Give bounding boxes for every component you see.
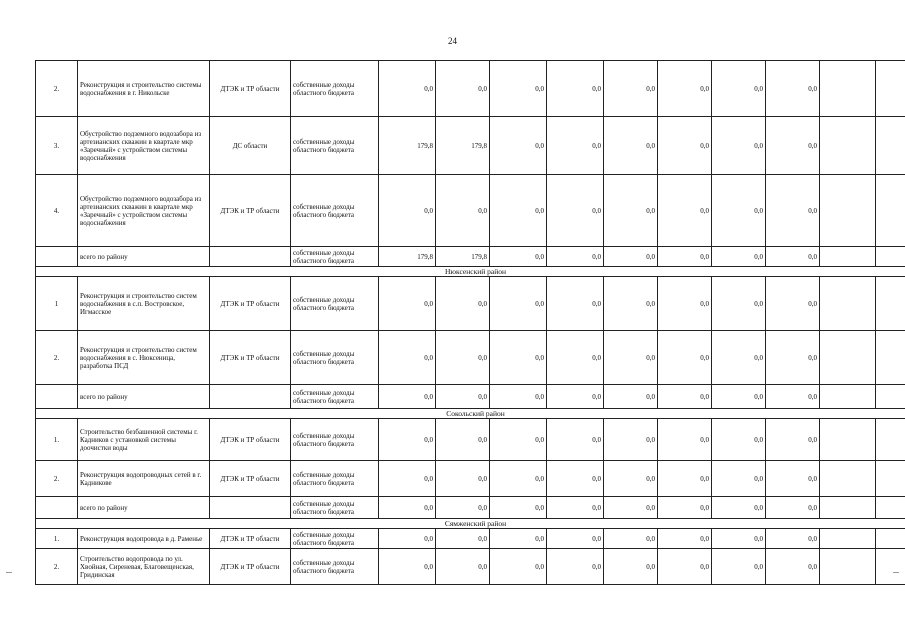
district-header-row xyxy=(36,519,905,529)
value-cell: 0,0 xyxy=(604,247,658,267)
row-number: 2. xyxy=(36,549,78,585)
empty-cell xyxy=(820,61,876,117)
funding-source: собственные доходы областного бюджета xyxy=(291,247,379,267)
measure-name: Строительство водопровода по ул. Хвойная, Сиреневая, Благовещенская, Гридинская xyxy=(78,549,210,585)
value-cell: 0,0 xyxy=(547,529,604,549)
value-cell: 0,0 xyxy=(658,117,712,175)
value-cell: 0,0 xyxy=(712,385,766,409)
empty-cell xyxy=(876,175,905,247)
value-cell: 0,0 xyxy=(490,497,547,519)
funding-source: собственные доходы областного бюджета xyxy=(291,419,379,461)
executor xyxy=(210,497,291,519)
executor: ДТЭК и ТР области xyxy=(210,61,291,117)
table-row xyxy=(36,549,905,585)
value-cell: 0,0 xyxy=(604,117,658,175)
row-number: 4. xyxy=(36,175,78,247)
value-cell: 0,0 xyxy=(490,61,547,117)
table-row xyxy=(36,175,905,247)
value-cell: 0,0 xyxy=(712,419,766,461)
funding-source: собственные доходы областного бюджета xyxy=(291,461,379,497)
table-row xyxy=(36,117,905,175)
row-number: 2. xyxy=(36,461,78,497)
value-cell: 0,0 xyxy=(490,385,547,409)
table-row xyxy=(36,529,905,549)
empty-cell xyxy=(820,419,876,461)
value-cell: 0,0 xyxy=(658,419,712,461)
value-cell: 0,0 xyxy=(547,331,604,385)
value-cell: 0,0 xyxy=(658,175,712,247)
empty-cell xyxy=(876,497,905,519)
value-cell: 0,0 xyxy=(547,461,604,497)
empty-cell xyxy=(820,385,876,409)
funding-source: собственные доходы областного бюджета xyxy=(291,175,379,247)
measure-name: Реконструкция и строительство систем водоснабжения в с.п. Востровское, Игмасское xyxy=(78,277,210,331)
value-cell: 0,0 xyxy=(658,461,712,497)
value-cell: 0,0 xyxy=(766,419,820,461)
value-cell: 0,0 xyxy=(379,385,436,409)
value-cell: 0,0 xyxy=(379,497,436,519)
executor: ДТЭК и ТР области xyxy=(210,419,291,461)
value-cell: 0,0 xyxy=(436,61,490,117)
district-name: Сокольский район xyxy=(36,409,905,419)
empty-cell xyxy=(876,529,905,549)
table-body xyxy=(36,61,905,585)
executor: ДТЭК и ТР области xyxy=(210,277,291,331)
empty-cell xyxy=(876,247,905,267)
district-total-row xyxy=(36,385,905,409)
table-row xyxy=(36,61,905,117)
value-cell: 0,0 xyxy=(604,331,658,385)
measure-name: Строительство безбашенной системы г. Кадников с установкой системы доочистки воды xyxy=(78,419,210,461)
funding-source: собственные доходы областного бюджета xyxy=(291,385,379,409)
funding-source: собственные доходы областного бюджета xyxy=(291,497,379,519)
value-cell: 0,0 xyxy=(712,175,766,247)
value-cell: 0,0 xyxy=(490,277,547,331)
executor: ДТЭК и ТР области xyxy=(210,549,291,585)
district-total-row xyxy=(36,247,905,267)
row-number xyxy=(36,385,78,409)
value-cell: 0,0 xyxy=(712,461,766,497)
measure-name: всего по району xyxy=(78,247,210,267)
value-cell: 0,0 xyxy=(436,331,490,385)
value-cell: 0,0 xyxy=(712,549,766,585)
value-cell: 179,8 xyxy=(379,247,436,267)
measure-name: Обустройство подземного водозабора из артезианских скважин в квартале мкр «Заречный» с устройством системы водоснабжения xyxy=(78,117,210,175)
empty-cell xyxy=(876,277,905,331)
value-cell: 0,0 xyxy=(379,419,436,461)
page-number: 24 xyxy=(448,36,457,46)
executor: ДТЭК и ТР области xyxy=(210,331,291,385)
funding-source: собственные доходы областного бюджета xyxy=(291,331,379,385)
row-number: 1. xyxy=(36,419,78,461)
value-cell: 0,0 xyxy=(490,175,547,247)
value-cell: 0,0 xyxy=(490,247,547,267)
value-cell: 0,0 xyxy=(604,497,658,519)
district-name: Нюксенский район xyxy=(36,267,905,277)
district-total-row xyxy=(36,497,905,519)
value-cell: 0,0 xyxy=(547,61,604,117)
value-cell: 0,0 xyxy=(766,331,820,385)
value-cell: 0,0 xyxy=(604,385,658,409)
value-cell: 0,0 xyxy=(604,277,658,331)
table-row xyxy=(36,419,905,461)
scan-mark-right xyxy=(893,572,899,573)
row-number: 1. xyxy=(36,529,78,549)
value-cell: 0,0 xyxy=(490,419,547,461)
value-cell: 0,0 xyxy=(379,277,436,331)
value-cell: 0,0 xyxy=(766,175,820,247)
row-number xyxy=(36,497,78,519)
value-cell: 0,0 xyxy=(712,117,766,175)
value-cell: 0,0 xyxy=(766,117,820,175)
value-cell: 0,0 xyxy=(379,461,436,497)
value-cell: 0,0 xyxy=(547,247,604,267)
value-cell: 0,0 xyxy=(547,117,604,175)
table-row xyxy=(36,331,905,385)
table-row xyxy=(36,461,905,497)
value-cell: 0,0 xyxy=(766,497,820,519)
value-cell: 0,0 xyxy=(766,549,820,585)
empty-cell xyxy=(820,277,876,331)
value-cell: 0,0 xyxy=(490,117,547,175)
funding-source: собственные доходы областного бюджета xyxy=(291,529,379,549)
empty-cell xyxy=(876,61,905,117)
value-cell: 0,0 xyxy=(658,61,712,117)
funding-source: собственные доходы областного бюджета xyxy=(291,61,379,117)
value-cell: 0,0 xyxy=(604,549,658,585)
executor: ДС области xyxy=(210,117,291,175)
value-cell: 0,0 xyxy=(658,385,712,409)
empty-cell xyxy=(876,549,905,585)
empty-cell xyxy=(876,461,905,497)
value-cell: 0,0 xyxy=(379,175,436,247)
value-cell: 0,0 xyxy=(604,175,658,247)
value-cell: 0,0 xyxy=(490,461,547,497)
value-cell: 0,0 xyxy=(604,529,658,549)
value-cell: 0,0 xyxy=(436,529,490,549)
value-cell: 0,0 xyxy=(436,277,490,331)
value-cell: 0,0 xyxy=(547,549,604,585)
executor xyxy=(210,247,291,267)
empty-cell xyxy=(820,529,876,549)
value-cell: 179,8 xyxy=(436,117,490,175)
scan-mark-left xyxy=(6,572,12,573)
value-cell: 179,8 xyxy=(436,247,490,267)
value-cell: 0,0 xyxy=(436,497,490,519)
value-cell: 0,0 xyxy=(379,331,436,385)
value-cell: 0,0 xyxy=(604,461,658,497)
funding-source: собственные доходы областного бюджета xyxy=(291,277,379,331)
measure-name: Реконструкция водопровода в д. Раменье xyxy=(78,529,210,549)
executor: ДТЭК и ТР области xyxy=(210,529,291,549)
value-cell: 0,0 xyxy=(490,331,547,385)
value-cell: 0,0 xyxy=(604,419,658,461)
value-cell: 0,0 xyxy=(490,549,547,585)
empty-cell xyxy=(876,419,905,461)
value-cell: 0,0 xyxy=(766,461,820,497)
value-cell: 0,0 xyxy=(766,529,820,549)
value-cell: 0,0 xyxy=(712,277,766,331)
value-cell: 0,0 xyxy=(436,385,490,409)
value-cell: 0,0 xyxy=(712,529,766,549)
measure-name: Реконструкция и строительство систем водоснабжения в с. Нюксеница, разработка ПСД xyxy=(78,331,210,385)
row-number: 2. xyxy=(36,331,78,385)
row-number: 3. xyxy=(36,117,78,175)
empty-cell xyxy=(820,331,876,385)
budget-table xyxy=(35,60,905,585)
funding-source: собственные доходы областного бюджета xyxy=(291,117,379,175)
value-cell: 0,0 xyxy=(658,549,712,585)
value-cell: 179,8 xyxy=(379,117,436,175)
value-cell: 0,0 xyxy=(766,277,820,331)
value-cell: 0,0 xyxy=(658,529,712,549)
funding-source: собственные доходы областного бюджета xyxy=(291,549,379,585)
empty-cell xyxy=(820,461,876,497)
empty-cell xyxy=(876,385,905,409)
district-header-row xyxy=(36,409,905,419)
district-header-row xyxy=(36,267,905,277)
value-cell: 0,0 xyxy=(604,61,658,117)
value-cell: 0,0 xyxy=(379,61,436,117)
measure-name: всего по району xyxy=(78,497,210,519)
value-cell: 0,0 xyxy=(547,385,604,409)
table-row xyxy=(36,277,905,331)
value-cell: 0,0 xyxy=(766,61,820,117)
value-cell: 0,0 xyxy=(712,247,766,267)
empty-cell xyxy=(820,175,876,247)
measure-name: Обустройство подземного водозабора из артезианских скважин в квартале мкр «Заречный» с устройством системы водоснабжения xyxy=(78,175,210,247)
value-cell: 0,0 xyxy=(436,419,490,461)
empty-cell xyxy=(820,117,876,175)
empty-cell xyxy=(876,117,905,175)
executor: ДТЭК и ТР области xyxy=(210,175,291,247)
value-cell: 0,0 xyxy=(379,549,436,585)
value-cell: 0,0 xyxy=(490,529,547,549)
value-cell: 0,0 xyxy=(436,175,490,247)
measure-name: Реконструкция водопроводных сетей в г. Кадникове xyxy=(78,461,210,497)
row-number: 2. xyxy=(36,61,78,117)
value-cell: 0,0 xyxy=(547,277,604,331)
value-cell: 0,0 xyxy=(436,549,490,585)
measure-name: всего по району xyxy=(78,385,210,409)
empty-cell xyxy=(876,331,905,385)
value-cell: 0,0 xyxy=(379,529,436,549)
row-number: 1 xyxy=(36,277,78,331)
empty-cell xyxy=(820,549,876,585)
value-cell: 0,0 xyxy=(547,175,604,247)
executor xyxy=(210,385,291,409)
district-name: Сямженский район xyxy=(36,519,905,529)
value-cell: 0,0 xyxy=(658,277,712,331)
empty-cell xyxy=(820,247,876,267)
value-cell: 0,0 xyxy=(712,61,766,117)
row-number xyxy=(36,247,78,267)
executor: ДТЭК и ТР области xyxy=(210,461,291,497)
value-cell: 0,0 xyxy=(658,497,712,519)
value-cell: 0,0 xyxy=(547,419,604,461)
value-cell: 0,0 xyxy=(547,497,604,519)
measure-name: Реконструкция и строительство системы водоснабжения в г. Никольске xyxy=(78,61,210,117)
value-cell: 0,0 xyxy=(712,331,766,385)
value-cell: 0,0 xyxy=(658,331,712,385)
empty-cell xyxy=(820,497,876,519)
value-cell: 0,0 xyxy=(436,461,490,497)
value-cell: 0,0 xyxy=(658,247,712,267)
value-cell: 0,0 xyxy=(712,497,766,519)
value-cell: 0,0 xyxy=(766,247,820,267)
value-cell: 0,0 xyxy=(766,385,820,409)
